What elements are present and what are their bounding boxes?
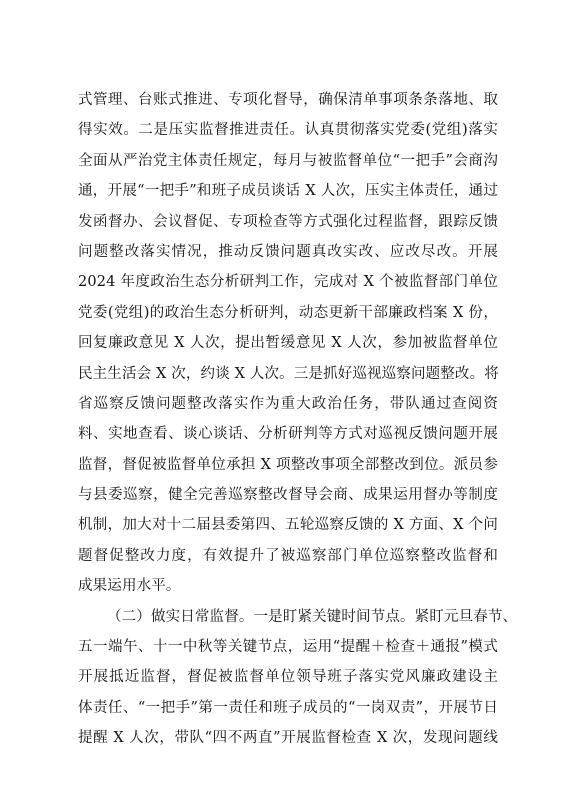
text-line: 体责任、“一把手”第一责任和班子成员的“一岗双责”，开展节日 xyxy=(78,699,498,716)
text-line: 2024 年度政治生态分析研判工作，完成对 X 个被监督部门单位 xyxy=(78,274,498,291)
section-heading-line: （二）做实日常监督。一是盯紧关键时间节点。紧盯元旦春节、 xyxy=(107,608,518,625)
text-line: 民主生活会 X 次，约谈 X 人次。三是抓好巡视巡察问题整改。将 xyxy=(78,365,499,382)
text-line: 题督促整改力度，有效提升了被巡察部门单位巡察整改监督和 xyxy=(78,547,498,564)
text-line: 发函督办、会议督促、专项检查等方式强化过程监督，跟踪反馈 xyxy=(78,213,498,230)
text-line: 全面从严治党主体责任规定，每月与被监督单位“一把手”会商沟 xyxy=(78,152,498,169)
text-line: 省巡察反馈问题整改落实作为重大政治任务，带队通过查阅资 xyxy=(78,395,498,412)
text-line: 党委(党组)的政治生态分析研判，动态更新干部廉政档案 X 份， xyxy=(78,304,498,321)
text-line: 得实效。二是压实监督推进责任。认真贯彻落实党委(党组)落实 xyxy=(78,122,498,139)
text-line: 料、实地查看、谈心谈话、分析研判等方式对巡视反馈问题开展 xyxy=(78,426,498,443)
text-line: 问题整改落实情况，推动反馈问题真改实改、应改尽改。开展 xyxy=(78,243,498,260)
text-line: 五一端午、十一中秋等关键节点，运用“提醒＋检查＋通报”模式 xyxy=(78,639,498,656)
text-line: 提醒 X 人次，带队“四不两直”开展监督检查 X 次，发现问题线 xyxy=(78,730,498,747)
paragraph-end-line: 成果运用水平。 xyxy=(78,578,181,595)
body-text xyxy=(78,85,518,754)
text-line: 通，开展“一把手”和班子成员谈话 X 人次，压实主体责任，通过 xyxy=(78,183,498,200)
text-line: 与县委巡察，健全完善巡察整改督导会商、成果运用督办等制度 xyxy=(78,487,498,504)
text-line: 监督，督促被监督单位承担 X 项整改事项全部整改到位。派员参 xyxy=(78,456,498,473)
text-line: 机制，加大对十二届县委第四、五轮巡察反馈的 X 方面、X 个问 xyxy=(78,517,498,534)
text-line: 回复廉政意见 X 人次，提出暂缓意见 X 人次，参加被监督单位 xyxy=(78,335,498,352)
text-line: 开展抵近监督，督促被监督单位领导班子落实党风廉政建设主 xyxy=(78,669,498,686)
text-line: 式管理、台账式推进、专项化督导，确保清单事项条条落地、取 xyxy=(78,92,498,108)
